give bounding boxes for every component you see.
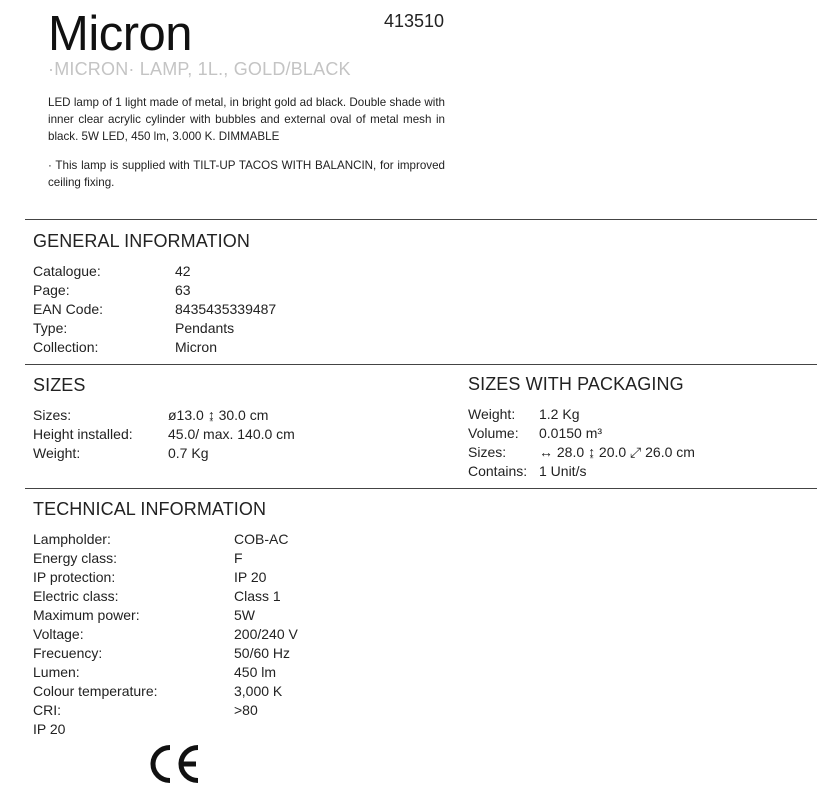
row-value: COB-AC (234, 531, 289, 547)
row-label: Weight: (468, 406, 516, 422)
row-value: 8435435339487 (175, 301, 277, 317)
product-subtitle: ·MICRON· LAMP, 1L., GOLD/BLACK (48, 59, 351, 79)
row-value: 3,000 K (234, 683, 283, 699)
product-code: 413510 (384, 11, 445, 31)
ip-footer-note: IP 20 (33, 721, 66, 737)
row-label: Weight: (33, 445, 81, 461)
row-value: 5W (234, 607, 255, 623)
row-value: >80 (234, 702, 258, 718)
technical-heading: TECHNICAL INFORMATION (33, 499, 267, 519)
row-label: Lumen: (33, 664, 80, 680)
row-label: Maximum power: (33, 607, 140, 623)
row-label: Contains: (468, 463, 528, 479)
row-value: Micron (175, 339, 218, 355)
row-label: Catalogue: (33, 263, 101, 279)
row-label: Page: (33, 282, 70, 298)
row-value: IP 20 (234, 569, 267, 585)
ce-mark-icon (149, 743, 203, 785)
row-label: Lampholder: (33, 531, 111, 547)
row-value: 50/60 Hz (234, 645, 291, 661)
row-label: IP protection: (33, 569, 116, 585)
row-label: EAN Code: (33, 301, 104, 317)
row-label: Volume: (468, 425, 519, 441)
sizes-heading: SIZES (33, 375, 86, 395)
row-value: 0.0150 m³ (539, 425, 603, 441)
row-value: ↔ 28.0 ↨ 20.0 ⤢ 26.0 cm (539, 444, 695, 460)
row-label: Voltage: (33, 626, 84, 642)
product-description: LED lamp of 1 light made of metal, in bright gold ad black. Double shade with inner clear acrylic cylinder with bubbles and external oval of metal mesh in black. 5W LED, 450 lm, 3.000 K. DIMMABLE (48, 96, 445, 143)
row-label: Electric class: (33, 588, 119, 604)
row-value: 42 (175, 263, 191, 279)
row-value: ø13.0 ↨ 30.0 cm (168, 407, 269, 423)
row-value: 450 lm (234, 664, 277, 680)
row-value: 0.7 Kg (168, 445, 209, 461)
row-label: Frecuency: (33, 645, 103, 661)
row-label: CRI: (33, 702, 61, 718)
row-label: Sizes: (33, 407, 72, 423)
row-label: Type: (33, 320, 68, 336)
row-value: 200/240 V (234, 626, 298, 642)
row-value: 1 Unit/s (539, 463, 587, 479)
product-note: · This lamp is supplied with TILT-UP TACOS WITH BALANCIN, for improved ceiling fixing. (48, 159, 445, 189)
packaging-heading: SIZES WITH PACKAGING (468, 374, 684, 394)
row-label: Energy class: (33, 550, 118, 566)
row-value: 45.0/ max. 140.0 cm (168, 426, 295, 442)
row-value: F (234, 550, 243, 566)
row-value: Pendants (175, 320, 235, 336)
row-label: Height installed: (33, 426, 133, 442)
row-label: Sizes: (468, 444, 507, 460)
row-label: Collection: (33, 339, 99, 355)
general-heading: GENERAL INFORMATION (33, 231, 250, 251)
divider (25, 488, 817, 489)
row-value: Class 1 (234, 588, 281, 604)
divider (25, 219, 817, 220)
product-title: Micron (48, 7, 193, 61)
row-value: 1.2 Kg (539, 406, 580, 422)
row-label: Colour temperature: (33, 683, 158, 699)
row-value: 63 (175, 282, 191, 298)
divider (25, 364, 817, 365)
